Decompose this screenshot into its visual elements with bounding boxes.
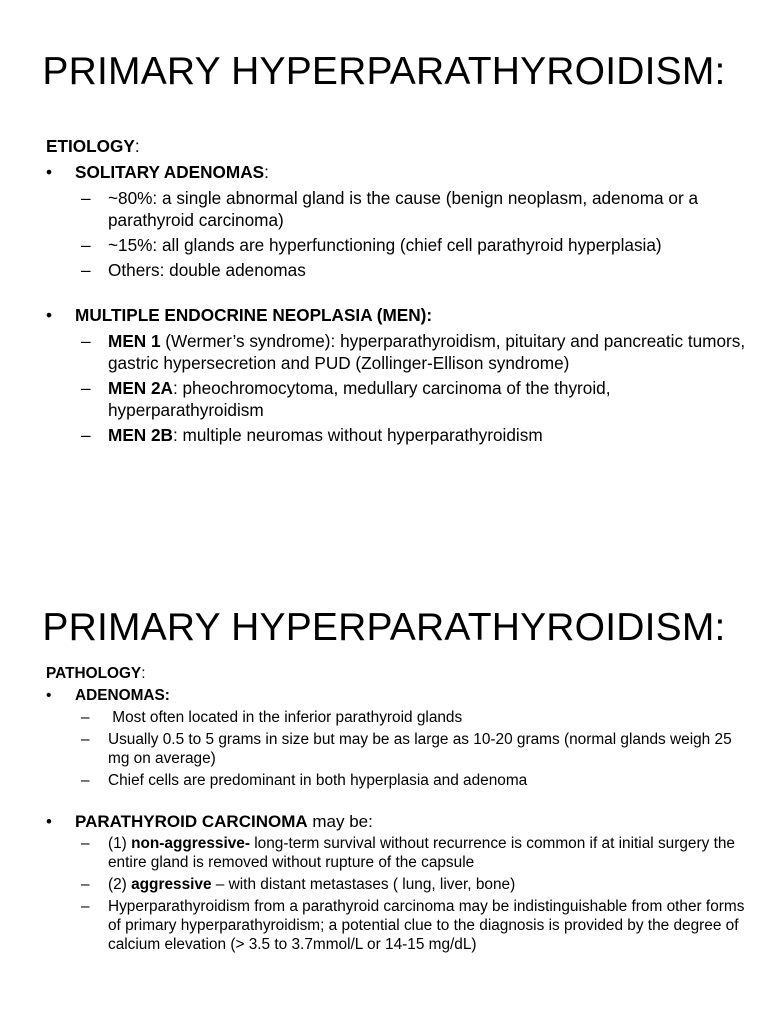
slide-title: PRIMARY HYPERPARATHYROIDISM: xyxy=(42,50,726,93)
sub-bullet: – Others: double adenomas xyxy=(81,260,306,280)
slide-body xyxy=(46,135,754,446)
section-label: ETIOLOGY xyxy=(46,136,135,156)
section-heading: PATHOLOGY: xyxy=(46,665,146,682)
sub-bullet: – Hyperparathyroidism from a parathyroid carcinoma may be indistinguishable from other forms of primary hyperparathyroidism; a potential clue to the diagnosis is provided by the degree of calcium elevation (> 3.5 to 3.7mmol/L or 14-15 mg/dL) xyxy=(81,898,745,953)
bullet-adenomas: • ADENOMAS: xyxy=(46,687,170,704)
dash-icon: – xyxy=(81,709,90,726)
sub-bullet: – (2) aggressive – with distant metastases ( lung, liver, bone) xyxy=(81,876,516,893)
sub-bullet: – Most often located in the inferior parathyroid glands xyxy=(81,709,463,726)
bullet-men: • MULTIPLE ENDOCRINE NEOPLASIA (MEN): xyxy=(46,305,433,325)
dash-icon: – xyxy=(81,876,90,893)
slide-title: PRIMARY HYPERPARATHYROIDISM: xyxy=(42,606,726,649)
dash-icon: – xyxy=(81,835,90,852)
dash-icon: – xyxy=(81,378,91,398)
bullet-solitary-adenomas: • SOLITARY ADENOMAS: xyxy=(46,162,269,182)
dash-icon: – xyxy=(81,260,91,280)
section-label: PATHOLOGY xyxy=(46,665,142,682)
sub-bullet: – ~80%: a single abnormal gland is the cause (benign neoplasm, adenoma or a parathyroid carcinoma) xyxy=(81,188,699,230)
section-heading: ETIOLOGY: xyxy=(46,136,140,156)
slide-pathology xyxy=(0,560,768,1024)
dash-icon: – xyxy=(81,772,90,789)
sub-bullet: – Chief cells are predominant in both hyperplasia and adenoma xyxy=(81,772,528,789)
sub-bullet: – (1) non-aggressive- long-term survival without recurrence is common if at initial surgery the entire gland is removed without rupture of the capsule xyxy=(81,835,735,871)
bullet-parathyroid-carcinoma: • PARATHYROID CARCINOMA may be: xyxy=(46,812,373,831)
dash-icon: – xyxy=(81,731,90,748)
dash-icon: – xyxy=(81,235,91,255)
dash-icon: – xyxy=(81,331,91,351)
bullet-icon: • xyxy=(46,305,53,325)
sub-bullet: – ~15%: all glands are hyperfunctioning (chief cell parathyroid hyperplasia) xyxy=(81,235,662,255)
dash-icon: – xyxy=(81,425,91,445)
bullet-icon: • xyxy=(46,687,52,704)
bullet-icon: • xyxy=(46,812,52,831)
dash-icon: – xyxy=(81,898,90,915)
sub-bullet: – Usually 0.5 to 5 grams in size but may be as large as 10-20 grams (normal glands weigh 25 mg on average) xyxy=(81,731,732,767)
slide-body xyxy=(46,664,754,954)
sub-bullet: – MEN 2A: pheochromocytoma, medullary carcinoma of the thyroid, hyperparathyroidism xyxy=(81,378,611,420)
bullet-icon: • xyxy=(46,162,53,182)
dash-icon: – xyxy=(81,188,91,208)
sub-bullet: – MEN 1 (Wermer’s syndrome): hyperparathyroidism, pituitary and pancreatic tumors, gastric hypersecretion and PUD (Zollinger-Ellison syndrome) xyxy=(81,331,746,373)
sub-bullet: – MEN 2B: multiple neuromas without hyperparathyroidism xyxy=(81,425,543,445)
